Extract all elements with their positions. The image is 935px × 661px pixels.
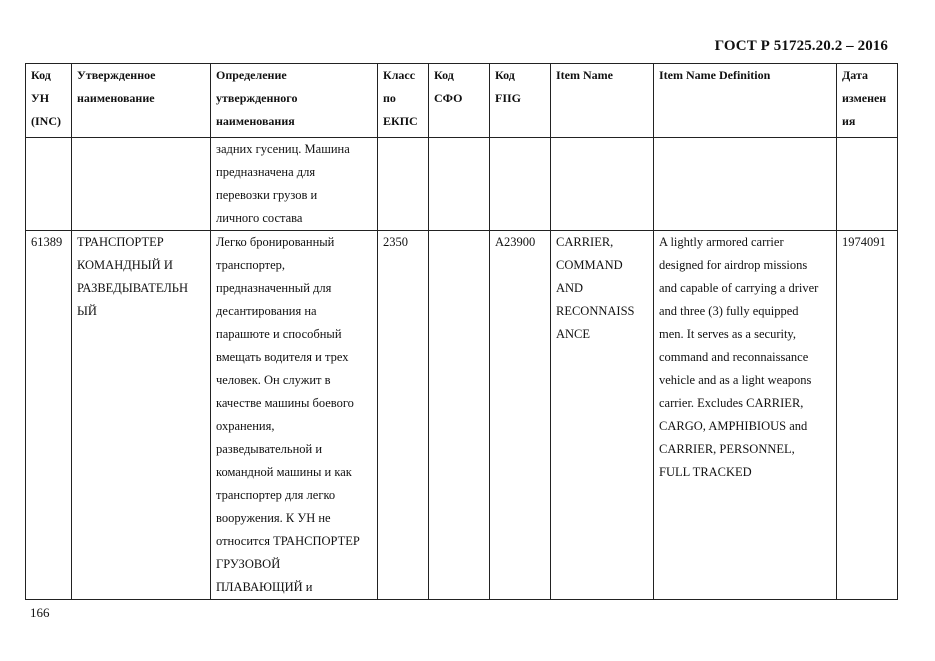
cell-item-name-definition — [654, 138, 837, 231]
header-definition: Определение утвержденного наименования — [211, 64, 378, 138]
cell-sfo — [429, 138, 490, 231]
cell-class — [378, 138, 429, 231]
standard-title: ГОСТ Р 51725.20.2 – 2016 — [714, 38, 888, 54]
header-item-name: Item Name — [551, 64, 654, 138]
cell-date: 1974091 — [837, 231, 898, 600]
cell-class: 2350 — [378, 231, 429, 600]
header-class: Класс по ЕКПС — [378, 64, 429, 138]
cell-date — [837, 138, 898, 231]
header-item-name-definition: Item Name Definition — [654, 64, 837, 138]
cell-fiig: A23900 — [490, 231, 551, 600]
table-row — [26, 231, 898, 600]
table-header-row — [26, 64, 898, 138]
table-row — [26, 138, 898, 231]
cell-item-name — [551, 138, 654, 231]
cell-definition: задних гусениц. Машина предназначена для перевозки грузов и личного состава — [211, 138, 378, 231]
cell-approved-name: ТРАНСПОРТЕР КОМАНДНЫЙ И РАЗВЕДЫВАТЕЛЬН ЫЙ — [72, 231, 211, 600]
cell-sfo — [429, 231, 490, 600]
header-inc: Код УН (INC) — [26, 64, 72, 138]
cell-item-name-definition: A lightly armored carrier designed for airdrop missions and capable of carrying a driver and three (3) fully equipped men. It serves as a security, command and reconnaissance vehicle and as a light weapons carrier. Excludes CARRIER, CARGO, AMPHIBIOUS and CARRIER, PERSONNEL, FULL TRACKED — [654, 231, 837, 600]
header-date: Дата изменен ия — [837, 64, 898, 138]
nomenclature-table — [25, 63, 898, 600]
cell-item-name: CARRIER, COMMAND AND RECONNAISS ANCE — [551, 231, 654, 600]
header-approved-name: Утвержденное наименование — [72, 64, 211, 138]
cell-definition: Легко бронированный транспортер, предназначенный для десантирования на парашюте и способный вмещать водителя и трех человек. Он служит в качестве машины боевого охранения, разведывательной и командной машины и как транспортер для легко вооружения. К УН не относится ТРАНСПОРТЕР ГРУЗОВОЙ ПЛАВАЮЩИЙ и — [211, 231, 378, 600]
cell-approved-name — [72, 138, 211, 231]
page-number: 166 — [30, 605, 50, 620]
cell-inc — [26, 138, 72, 231]
header-fiig: Код FIIG — [490, 64, 551, 138]
cell-fiig — [490, 138, 551, 231]
header-sfo: Код СФО — [429, 64, 490, 138]
cell-inc: 61389 — [26, 231, 72, 600]
